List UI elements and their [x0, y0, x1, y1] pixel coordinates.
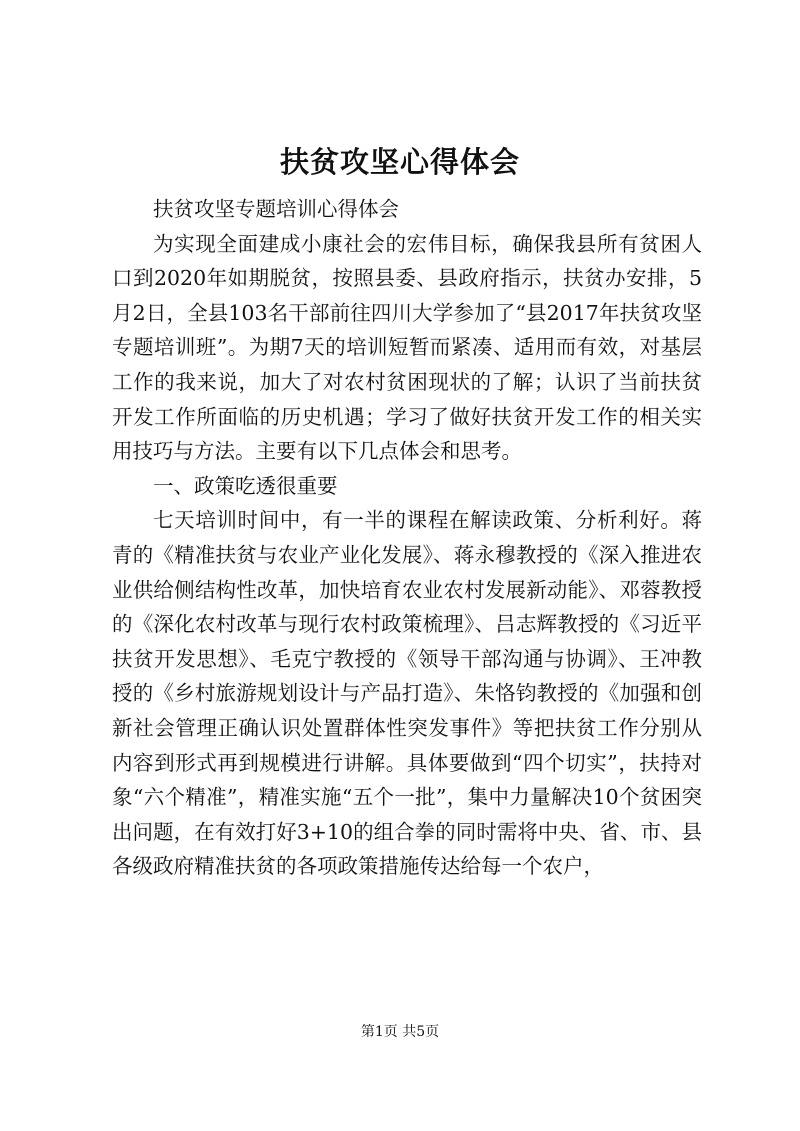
document-title: 扶贫攻坚心得体会	[279, 145, 520, 179]
document-body	[112, 192, 702, 884]
page-footer: 第1页 共5页	[360, 1024, 440, 1040]
subtitle-paragraph: 扶贫攻坚专题培训心得体会	[153, 197, 399, 221]
section-paragraph: 七天培训时间中，有一半的课程在解读政策、分析利好。蒋青的《精准扶贫与农业产业化发展》、蒋永穆教授的《深入推进农业供给侧结构性改革，加快培育农业农村发展新动能》、邓蓉教授的《深化农村改革与现行农村政策梳理》、吕志辉教授的《习近平扶贫开发思想》、毛克宁教授的《领导干部沟通与协调》、王冲教授的《乡村旅游规划设计与产品打造》、朱恪钧教授的《加强和创新社会管理正确认识处置群体性突发事件》等把扶贫工作分别从内容到形式再到规模进行讲解。具体要做到“四个切实”，扶持对象“六个精准”，精准实施“五个一批”，集中力量解决10个贫困突出问题，在有效打好3+10的组合拳的同时需将中央、省、市、县各级政府精准扶贫的各项政策措施传达给每一个农户，	[112, 508, 702, 879]
intro-paragraph: 为实现全面建成小康社会的宏伟目标，确保我县所有贫困人口到2020年如期脱贫，按照县委、县政府指示，扶贫办安排，5月2日，全县103名干部前往四川大学参加了“县2017年扶贫攻坚专题培训班”。为期7天的培训短暂而紧凑、适用而有效，对基层工作的我来说，加大了对农村贫困现状的了解；认识了当前扶贫开发工作所面临的历史机遇；学习了做好扶贫开发工作的相关实用技巧与方法。主要有以下几点体会和思考。	[112, 231, 702, 464]
section-heading: 一、政策吃透很重要	[153, 473, 338, 498]
